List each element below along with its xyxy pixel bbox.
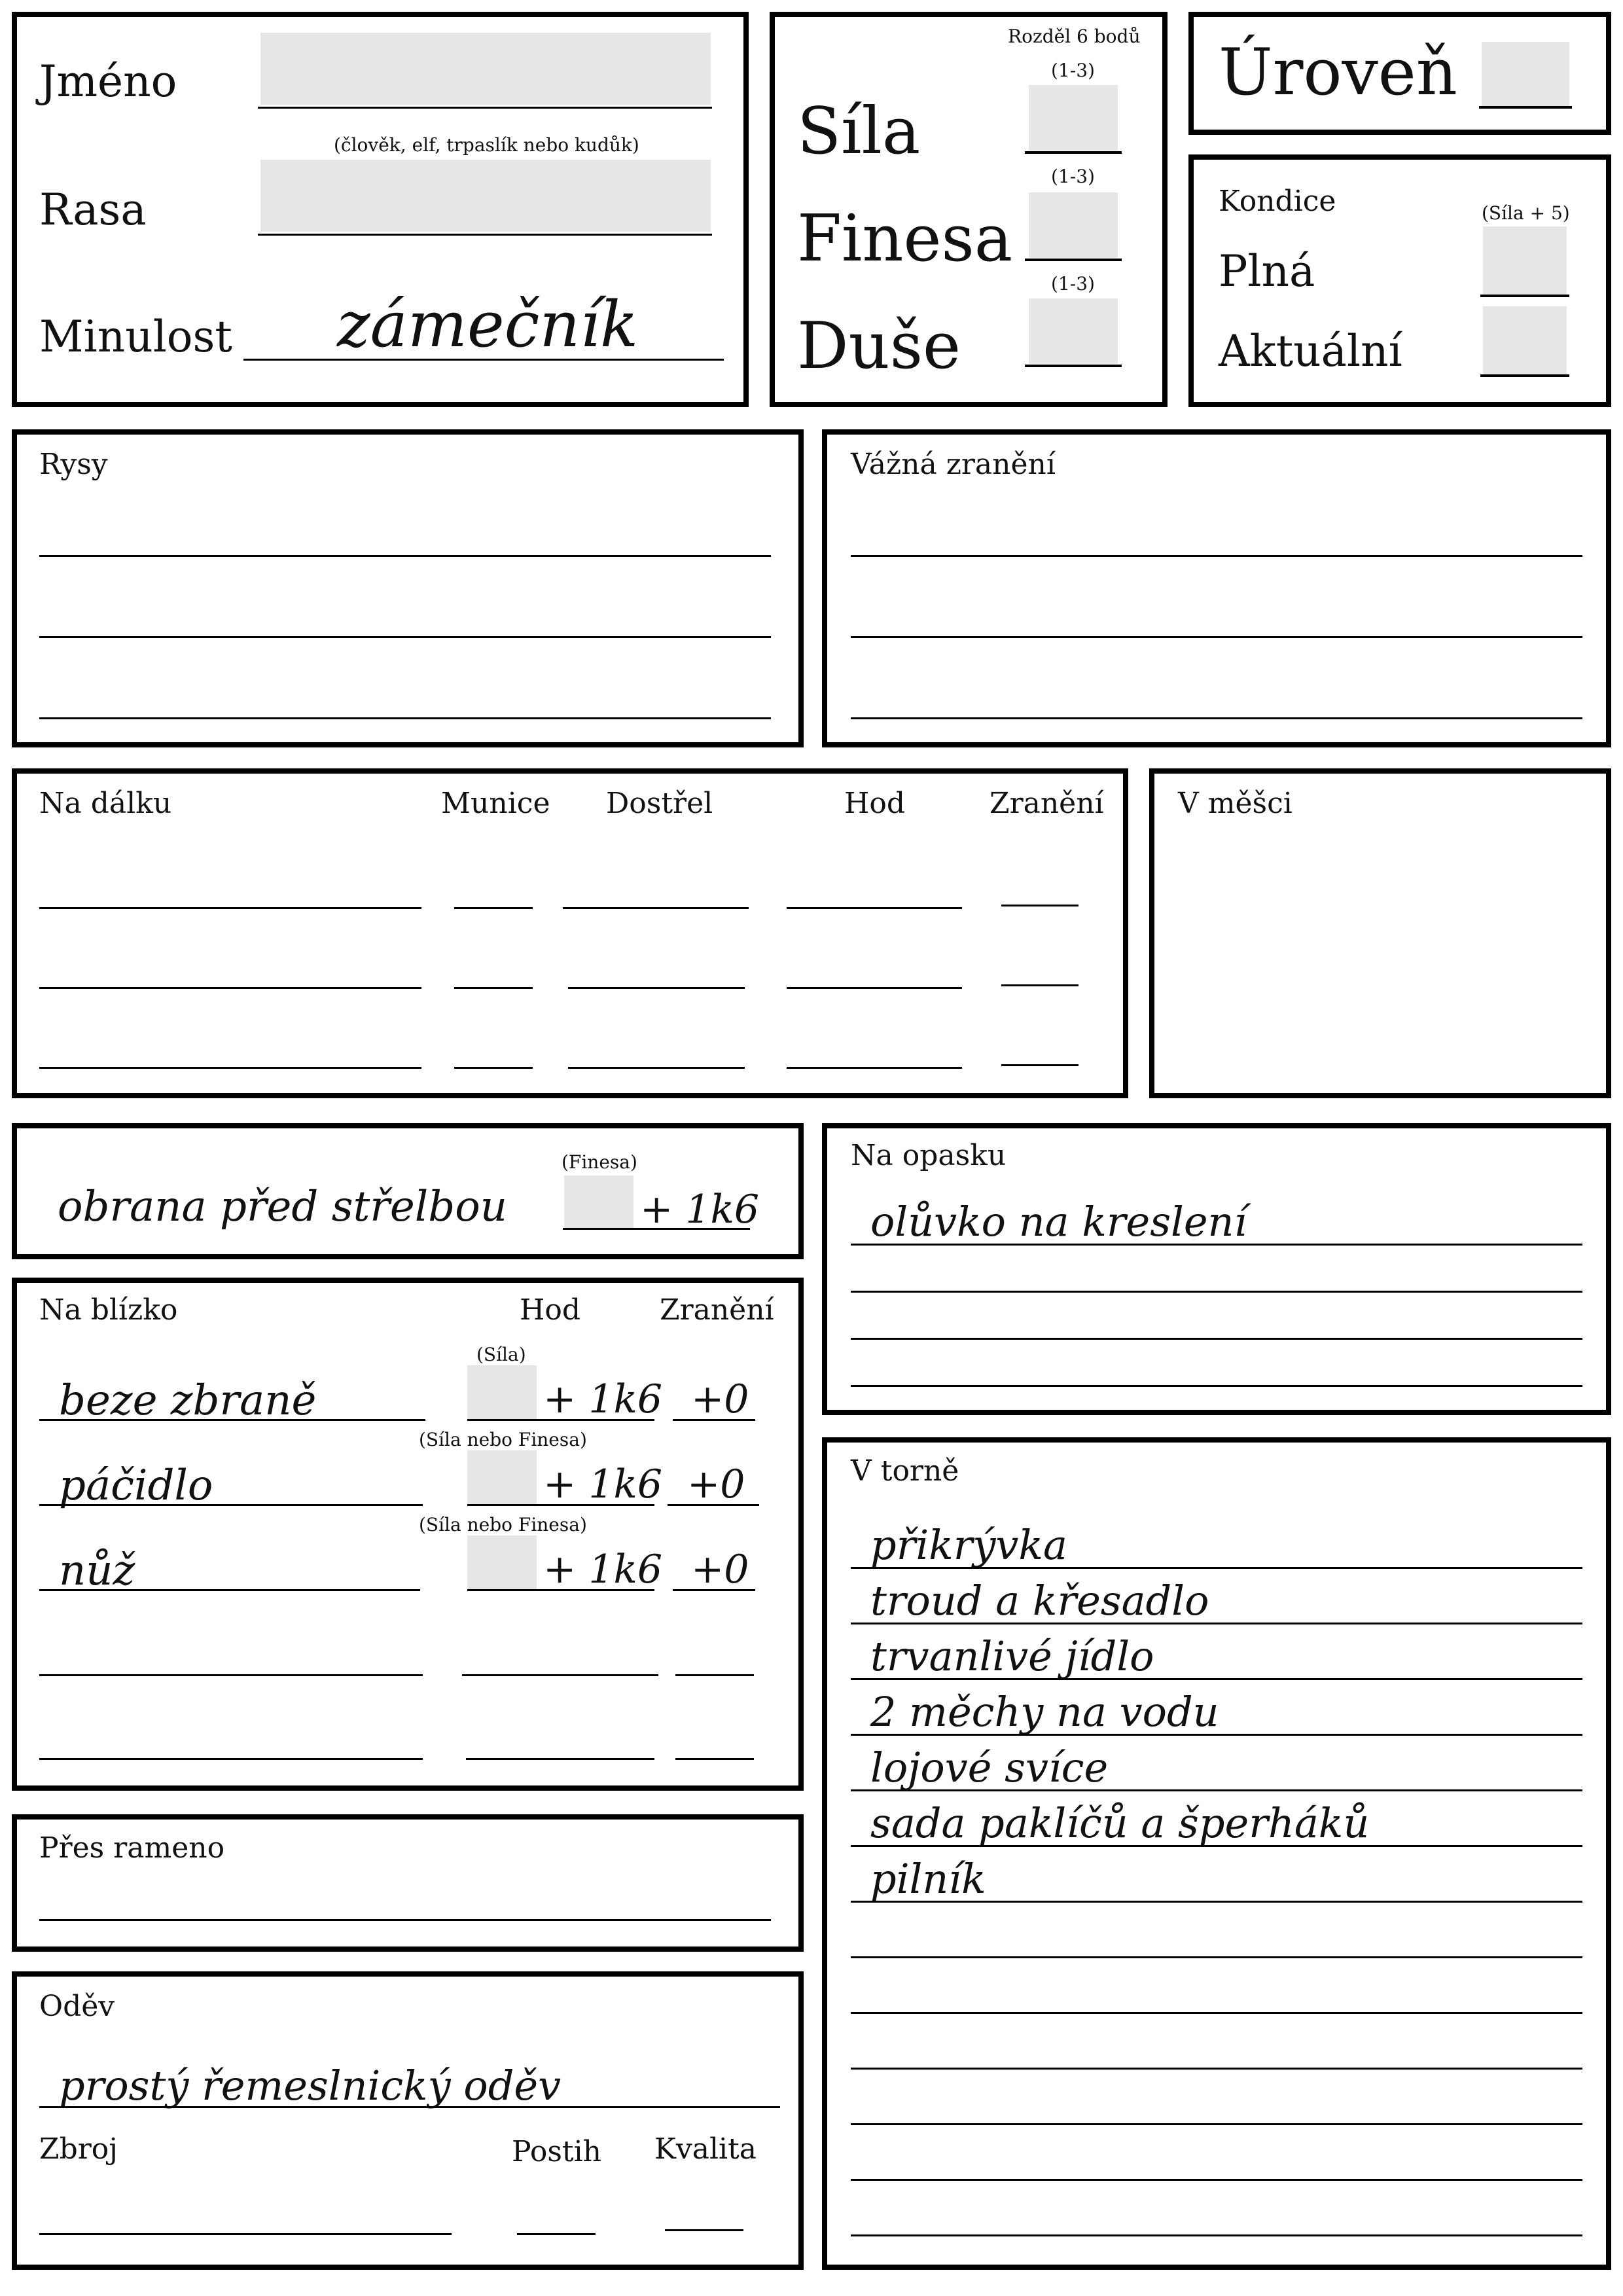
backpack-line[interactable] xyxy=(851,2234,1582,2236)
melee-row-damage[interactable]: +0 xyxy=(687,1462,745,1507)
ranged-ammo-line[interactable] xyxy=(454,1067,533,1069)
finesse-range-hint: (1-3) xyxy=(1051,166,1095,187)
backpack-item[interactable]: troud a křesadlo xyxy=(870,1577,1209,1624)
ranged-roll-line[interactable] xyxy=(787,907,962,909)
backpack-item[interactable]: sada paklíčů a šperháků xyxy=(870,1799,1370,1847)
belt-item[interactable]: olůvko na kreslení xyxy=(870,1198,1247,1246)
background-label: Minulost xyxy=(39,312,232,362)
finesse-label: Finesa xyxy=(797,202,1013,276)
quality-label: Kvalita xyxy=(654,2132,757,2166)
name-field[interactable] xyxy=(260,33,711,105)
defense-dice: + 1k6 xyxy=(640,1187,760,1232)
ranged-box xyxy=(12,768,1128,1098)
belt-line[interactable] xyxy=(851,1291,1582,1293)
melee-row-attr-field[interactable] xyxy=(467,1450,537,1504)
melee-row-roll-line xyxy=(467,1419,654,1421)
backpack-line xyxy=(851,1789,1582,1791)
traits-box xyxy=(12,429,804,747)
ranged-ammo-line[interactable] xyxy=(454,987,533,989)
ranged-range-line[interactable] xyxy=(568,987,745,989)
backpack-line[interactable] xyxy=(851,2012,1582,2014)
backpack-item[interactable]: přikrývka xyxy=(870,1521,1067,1569)
ranged-title: Na dálku xyxy=(39,787,172,820)
melee-row-roll-line[interactable] xyxy=(466,1758,654,1760)
melee-col-damage: Zranění xyxy=(660,1293,774,1327)
shoulder-line[interactable] xyxy=(39,1919,771,1921)
purse-title: V měšci xyxy=(1178,787,1293,820)
background-value[interactable]: zámečník xyxy=(337,288,639,361)
level-field[interactable] xyxy=(1482,42,1569,106)
condition-current-field[interactable] xyxy=(1483,306,1567,374)
ranged-weapon-line[interactable] xyxy=(39,987,421,989)
race-field[interactable] xyxy=(260,160,711,232)
melee-row-hint: (Síla nebo Finesa) xyxy=(419,1429,587,1450)
condition-current-label: Aktuální xyxy=(1219,326,1402,376)
backpack-line[interactable] xyxy=(851,1956,1582,1958)
melee-row-damage[interactable]: +0 xyxy=(691,1547,749,1592)
background-underline xyxy=(243,359,724,361)
melee-title: Na blízko xyxy=(39,1293,178,1327)
melee-row-dice: + 1k6 xyxy=(543,1376,663,1422)
race-hint: (člověk, elf, trpaslík nebo kudůk) xyxy=(334,134,639,156)
defense-underline xyxy=(563,1228,750,1230)
race-underline xyxy=(258,234,712,236)
soul-range-hint: (1-3) xyxy=(1051,273,1095,295)
backpack-line xyxy=(851,1901,1582,1903)
clothing-line xyxy=(39,2106,780,2108)
quality-line[interactable] xyxy=(665,2229,743,2231)
melee-row-damage[interactable]: +0 xyxy=(691,1376,749,1422)
backpack-line xyxy=(851,1845,1582,1847)
ranged-col-ammo: Munice xyxy=(441,787,550,820)
strength-label: Síla xyxy=(797,94,921,169)
ranged-ammo-line[interactable] xyxy=(454,907,533,909)
condition-hint: (Síla + 5) xyxy=(1482,202,1570,224)
condition-title: Kondice xyxy=(1219,185,1336,218)
condition-full-label: Plná xyxy=(1219,246,1315,296)
armor-line[interactable] xyxy=(39,2233,452,2235)
defense-hint: (Finesa) xyxy=(562,1151,637,1173)
backpack-line xyxy=(851,1734,1582,1736)
clothing-box xyxy=(12,1971,804,2270)
melee-row-attr-field[interactable] xyxy=(467,1535,537,1589)
melee-row-hint: (Síla) xyxy=(476,1344,526,1365)
shoulder-title: Přes rameno xyxy=(39,1831,225,1865)
melee-row-name-line xyxy=(39,1504,423,1506)
melee-row-dice: + 1k6 xyxy=(543,1462,663,1507)
traits-line[interactable] xyxy=(39,555,771,557)
belt-title: Na opasku xyxy=(851,1139,1007,1172)
melee-row-damage-line[interactable] xyxy=(675,1674,754,1676)
strength-field[interactable] xyxy=(1029,85,1118,151)
ranged-col-roll: Hod xyxy=(844,787,906,820)
name-underline xyxy=(258,107,712,109)
penalty-label: Postih xyxy=(512,2135,601,2168)
backpack-line[interactable] xyxy=(851,2123,1582,2125)
clothing-title: Oděv xyxy=(39,1990,115,2023)
strength-range-hint: (1-3) xyxy=(1051,60,1095,81)
ranged-weapon-line[interactable] xyxy=(39,907,421,909)
melee-row-name-line[interactable] xyxy=(39,1758,423,1760)
backpack-line xyxy=(851,1678,1582,1680)
melee-row-name[interactable]: nůž xyxy=(59,1547,135,1595)
ranged-damage-line[interactable] xyxy=(1001,905,1079,906)
condition-full-field[interactable] xyxy=(1483,226,1567,295)
melee-row-name-line xyxy=(39,1589,420,1591)
backpack-line xyxy=(851,1567,1582,1569)
belt-line[interactable] xyxy=(851,1244,1582,1246)
backpack-item[interactable]: lojové svíce xyxy=(870,1744,1109,1791)
armor-label: Zbroj xyxy=(39,2132,118,2166)
backpack-line xyxy=(851,1623,1582,1624)
finesse-field[interactable] xyxy=(1029,192,1118,258)
wounds-line[interactable] xyxy=(851,555,1582,557)
melee-row-name[interactable]: páčidlo xyxy=(59,1462,213,1510)
strength-underline xyxy=(1025,151,1122,154)
ranged-col-damage: Zranění xyxy=(990,787,1104,820)
melee-row-name[interactable]: beze zbraně xyxy=(59,1376,317,1425)
melee-row-roll-line xyxy=(467,1589,654,1591)
name-label: Jméno xyxy=(39,56,177,107)
level-underline xyxy=(1479,106,1572,109)
level-label: Úroveň xyxy=(1219,35,1457,110)
melee-row-damage-line[interactable] xyxy=(675,1758,754,1760)
backpack-item[interactable]: 2 měchy na vodu xyxy=(870,1688,1219,1736)
ranged-roll-line[interactable] xyxy=(787,987,962,989)
soul-underline xyxy=(1025,365,1122,367)
melee-box xyxy=(12,1278,804,1791)
traits-line[interactable] xyxy=(39,717,771,719)
defense-label: obrana před střelbou xyxy=(58,1183,507,1231)
ranged-damage-line[interactable] xyxy=(1001,1064,1079,1066)
wounds-title: Vážná zranění xyxy=(851,448,1056,481)
finesse-underline xyxy=(1025,259,1122,261)
ranged-range-line[interactable] xyxy=(563,907,749,909)
melee-row-roll-line[interactable] xyxy=(462,1674,658,1676)
ranged-roll-line[interactable] xyxy=(787,1067,962,1069)
melee-row-attr-field[interactable] xyxy=(467,1365,537,1419)
ranged-weapon-line[interactable] xyxy=(39,1067,421,1069)
soul-label: Duše xyxy=(797,309,961,384)
melee-row-hint: (Síla nebo Finesa) xyxy=(419,1514,587,1535)
ranged-damage-line[interactable] xyxy=(1001,984,1079,986)
melee-row-name-line[interactable] xyxy=(39,1674,423,1676)
backpack-title: V torně xyxy=(851,1454,959,1488)
melee-row-roll-line xyxy=(467,1504,654,1506)
traits-title: Rysy xyxy=(39,448,108,481)
belt-line[interactable] xyxy=(851,1338,1582,1340)
wounds-line[interactable] xyxy=(851,717,1582,719)
melee-row-damage-line xyxy=(673,1589,755,1591)
backpack-line[interactable] xyxy=(851,2179,1582,2181)
distribute-hint: Rozděl 6 bodů xyxy=(1008,26,1141,47)
traits-line[interactable] xyxy=(39,636,771,638)
soul-field[interactable] xyxy=(1029,298,1118,364)
race-label: Rasa xyxy=(39,185,147,235)
condition-current-underline xyxy=(1480,374,1569,377)
penalty-line[interactable] xyxy=(517,2233,596,2235)
melee-row-damage-line xyxy=(673,1419,755,1421)
backpack-item[interactable]: pilník xyxy=(870,1855,986,1903)
melee-row-damage-line xyxy=(668,1504,759,1506)
ranged-col-range: Dostřel xyxy=(606,787,713,820)
backpack-line[interactable] xyxy=(851,2068,1582,2070)
belt-line[interactable] xyxy=(851,1385,1582,1387)
melee-row-dice: + 1k6 xyxy=(543,1547,663,1592)
backpack-item[interactable]: trvanlivé jídlo xyxy=(870,1632,1154,1680)
defense-field[interactable] xyxy=(564,1175,633,1229)
melee-row-name-line xyxy=(39,1419,425,1421)
condition-full-underline xyxy=(1480,295,1569,297)
ranged-range-line[interactable] xyxy=(568,1067,745,1069)
melee-col-roll: Hod xyxy=(520,1293,581,1327)
wounds-line[interactable] xyxy=(851,636,1582,638)
clothing-value[interactable]: prostý řemeslnický oděv xyxy=(59,2062,562,2109)
